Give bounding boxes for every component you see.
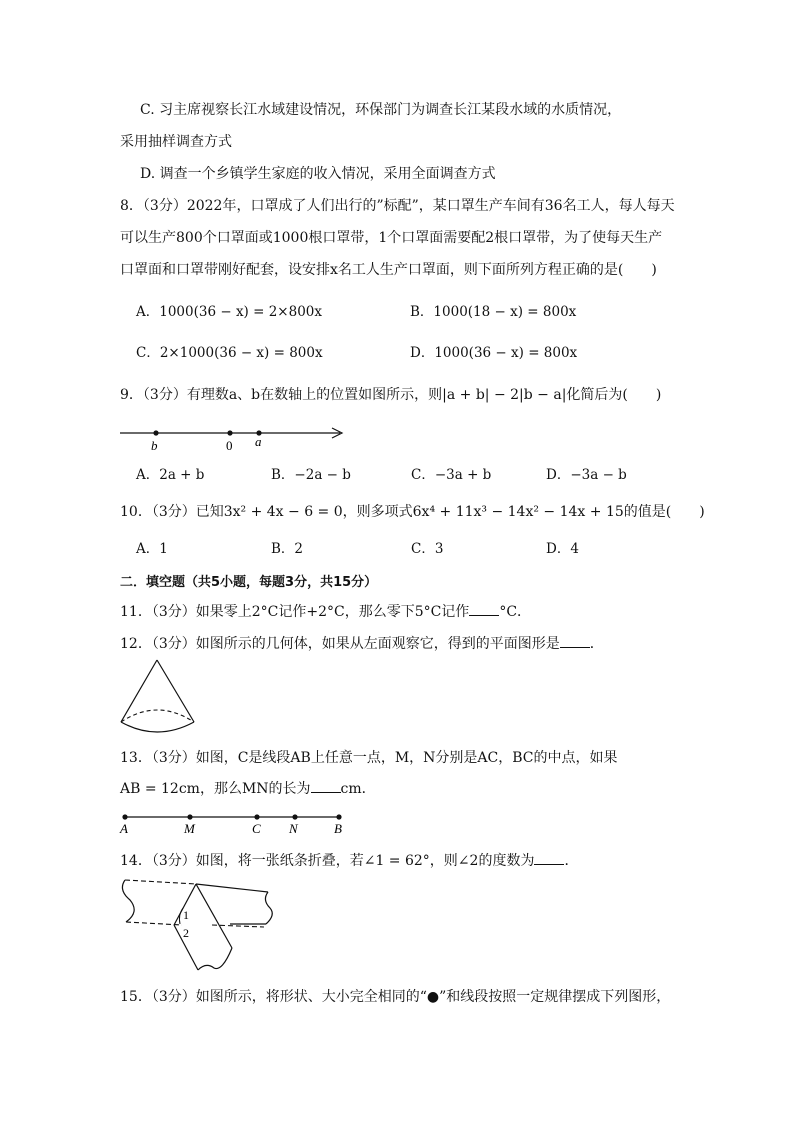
- strip-top-solid: [196, 884, 268, 892]
- number-line-label-a: a: [255, 434, 262, 449]
- q12-text-b: ．: [589, 636, 604, 652]
- q13-text-a: AB = 12cm，那么MN的长为: [120, 781, 311, 797]
- q10-stem: 10．（3分）已知3x² + 4x − 6 = 0，则多项式6x⁴ + 11x³ − 14x² − 14x + 15的值是( ): [120, 504, 705, 520]
- q9-option-a: A．2a + b: [136, 467, 205, 483]
- q9-option-d: D．−3a − b: [546, 467, 627, 483]
- q7-option-c-line2: 采用抽样调查方式: [120, 134, 232, 150]
- q11-text-a: 11．（3分）如果零上2°C记作+2°C，那么零下5°C记作: [120, 604, 470, 620]
- q8-stem-line2: 可以生产800个口罩面或1000根口罩带，1个口罩面需要配2根口罩带，为了使每天生产: [120, 230, 663, 246]
- q10-option-c: C．3: [411, 541, 444, 557]
- q8-option-c: C．2×1000(36 − x) = 800x: [136, 345, 323, 361]
- strip-right-torn-edge: [265, 892, 272, 924]
- q10-option-a: A．1: [136, 541, 168, 557]
- q9-option-c: C．−3a + b: [411, 467, 492, 483]
- q8-stem-line1: 8．（3分）2022年，口罩成了人们出行的”标配”，某口罩生产车间有36名工人，每人每天: [120, 198, 675, 214]
- q8-option-d: D．1000(36 − x) = 800x: [410, 345, 578, 361]
- q15-stem: 15．（3分）如图所示，将形状、大小完全相同的“●”和线段按照一定规律摆成下列图形，: [120, 989, 671, 1005]
- flap-right-edge: [196, 884, 232, 948]
- q12-text-a: 12．（3分）如图所示的几何体，如果从左面观察它，得到的平面图形是: [120, 636, 560, 652]
- q13-stem-line1: 13．（3分）如图，C是线段AB上任意一点，M，N分别是AC，BC的中点，如果: [120, 750, 618, 766]
- angle-label-2: 2: [183, 926, 189, 940]
- q9-stem: 9．（3分）有理数a、b在数轴上的位置如图所示，则|a + b| − 2|b − a|化简后为( ): [120, 387, 662, 403]
- q11-text-b: °C．: [499, 604, 532, 620]
- segment-label-b: B: [334, 821, 342, 836]
- q7-option-c-line1: C. 习主席视察长江水域建设情况，环保部门为调查长江某段水域的水质情况，: [140, 102, 622, 118]
- q10-option-d: D．4: [546, 541, 579, 557]
- number-line-label-0: 0: [226, 438, 233, 453]
- q7-option-d: D. 调查一个乡镇学生家庭的收入情况，采用全面调查方式: [140, 166, 496, 182]
- segment-label-n: N: [289, 821, 298, 836]
- segment-label-c: C: [252, 821, 261, 836]
- segment-label-m: M: [184, 821, 195, 836]
- q8-option-b: B．1000(18 − x) = 800x: [410, 304, 577, 320]
- strip-left-torn-edge: [122, 880, 134, 922]
- q14-text-b: ．: [564, 853, 579, 869]
- q9-option-b: B．−2a − b: [271, 467, 351, 483]
- q8-stem-line3: 口罩面和口罩带刚好配套，设安排x名工人生产口罩面，则下面所列方程正确的是( ): [120, 262, 657, 278]
- flap-torn-end: [198, 948, 232, 970]
- strip-top-dashed: [125, 880, 196, 884]
- q10-option-b: B．2: [271, 541, 304, 557]
- number-line-label-b: b: [151, 438, 158, 453]
- segment-label-a: A: [120, 821, 128, 836]
- section-2-title: 二．填空题（共5小题，每题3分，共15分）: [120, 575, 378, 590]
- angle-label-1: 1: [183, 908, 189, 922]
- q8-option-a: A．1000(36 − x) = 2×800x: [136, 304, 323, 320]
- q13-text-b: cm．: [340, 781, 376, 797]
- q14-text-a: 14．（3分）如图，将一张纸条折叠，若∠1 = 62°，则∠2的度数为: [120, 853, 535, 869]
